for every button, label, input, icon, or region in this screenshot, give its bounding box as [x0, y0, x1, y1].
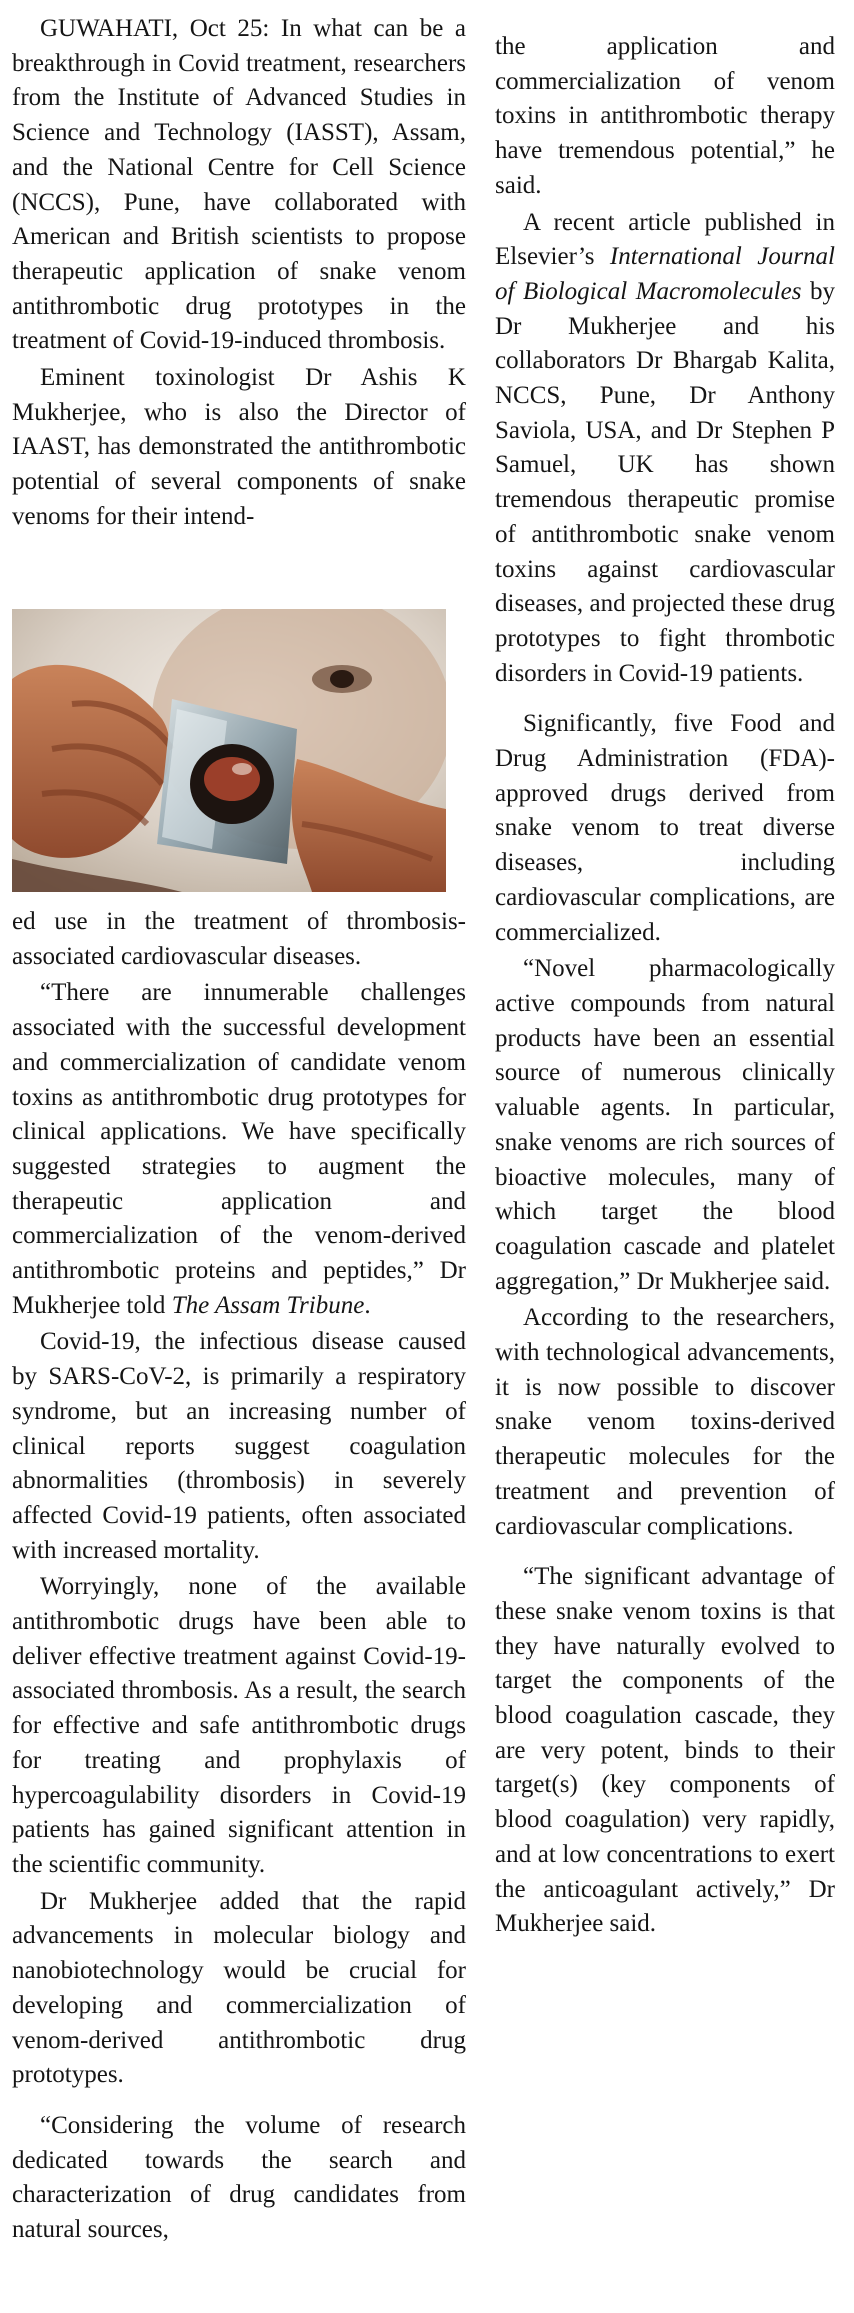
publication-name: The Assam Tribune	[171, 1291, 365, 1319]
article-paragraph: “Considering the volume of research dedicated towards the search and characterization of drug candidates from natural sources,	[12, 2111, 466, 2244]
news-photo	[12, 609, 446, 892]
article-paragraph: ed use in the treatment of thrombosis-associated cardiovascular diseases.	[12, 908, 466, 970]
researcher-holding-vial-icon	[12, 609, 446, 892]
article-paragraph: Worryingly, none of the available antithrombotic drugs have been able to deliver effective treatment against Covid-19-associated thrombosis. As a result, the search for effective and safe antithrombotic drugs for treating and prophylaxis of hypercoagulability disorders in Covid-19 patients has gained significant attention in the scientific community.	[12, 1573, 466, 1878]
article-column-left-top	[12, 12, 466, 535]
article-text: A recent article published in Elsevier’s	[495, 208, 835, 271]
article-paragraph: the application and commercialization of venom toxins in antithrombotic therapy have tremendous potential,” he said.	[495, 33, 835, 199]
journal-name: International Journal of Biological Macromolecules	[495, 243, 835, 305]
article-paragraph: GUWAHATI, Oct 25: In what can be a breakthrough in Covid treatment, researchers from the Institute of Advanced Studies in Science and Technology (IASST), Assam, and the National Centre for Cell Science (NCCS), Pune, have collaborated with American and British scientists to propose therapeutic application of snake venom antithrombotic drug prototypes in the treatment of Covid-19-induced thrombosis.	[12, 15, 466, 355]
article-paragraph: Covid-19, the infectious disease caused by SARS-CoV-2, is primarily a respiratory syndrome, but an increasing number of clinical reports suggest coagulation abnormalities (thrombosis) in severely affected Covid-19 patients, often associated with increased mortality.	[12, 1328, 466, 1564]
quote-end: .	[364, 1291, 371, 1319]
article-text: by Dr Mukherjee and his collaborators Dr Bhargab Kalita, NCCS, Pune, Dr Anthony Saviola, USA, and Dr Stephen P Samuel, UK has shown tremendous therapeutic promise of antithrombotic snake venom toxins against cardiovascular diseases, and projected these drug prototypes to fight thrombotic disorders in Covid-19 patients.	[495, 277, 835, 687]
article-paragraph: According to the researchers, with technological advancements, it is now possible to discover snake venom toxins-derived therapeutic molecules for the treatment and prevention of cardiovascular complications.	[495, 1304, 835, 1540]
article-paragraph	[12, 976, 466, 1323]
article-paragraph: “The significant advantage of these snake venom toxins is that they have naturally evolved to target the components of the blood coagulation cascade, they are very potent, binds to their target(s) (key components of blood coagulation) very rapidly, and at low concentrations to exert the anticoagulant actively,” Dr Mukherjee said.	[495, 1563, 835, 1938]
article-paragraph: “Novel pharmacologically active compounds from natural products have been an essential source of numerous clinically valuable agents. In particular, snake venoms are rich sources of bioactive molecules, many of which target the blood coagulation cascade and platelet aggregation,” Dr Mukherjee said.	[495, 955, 835, 1295]
article-column-left-bottom	[12, 905, 466, 2248]
quote-text: “There are innumerable challenges associated with the successful development and commercialization of candidate venom toxins as antithrombotic drug prototypes for clinical applications. We have specifically suggested strategies to augment the therapeutic application and commercialization of the venom-derived antithrombotic proteins and peptides,” Dr Mukherjee told	[12, 979, 466, 1319]
article-paragraph	[495, 206, 835, 692]
article-column-right	[495, 30, 835, 1942]
article-paragraph: Eminent toxinologist Dr Ashis K Mukherjee, who is also the Director of IAAST, has demonstrated the antithrombotic potential of several components of snake venoms for their intend-	[12, 364, 466, 530]
article-paragraph: Dr Mukherjee added that the rapid advancements in molecular biology and nanobiotechnology would be crucial for developing and commercialization of venom-derived antithrombotic drug prototypes.	[12, 1887, 466, 2089]
article-paragraph: Significantly, five Food and Drug Administration (FDA)-approved drugs derived from snake venom to treat diverse diseases, including cardiovascular complications, are commercialized.	[495, 710, 835, 946]
